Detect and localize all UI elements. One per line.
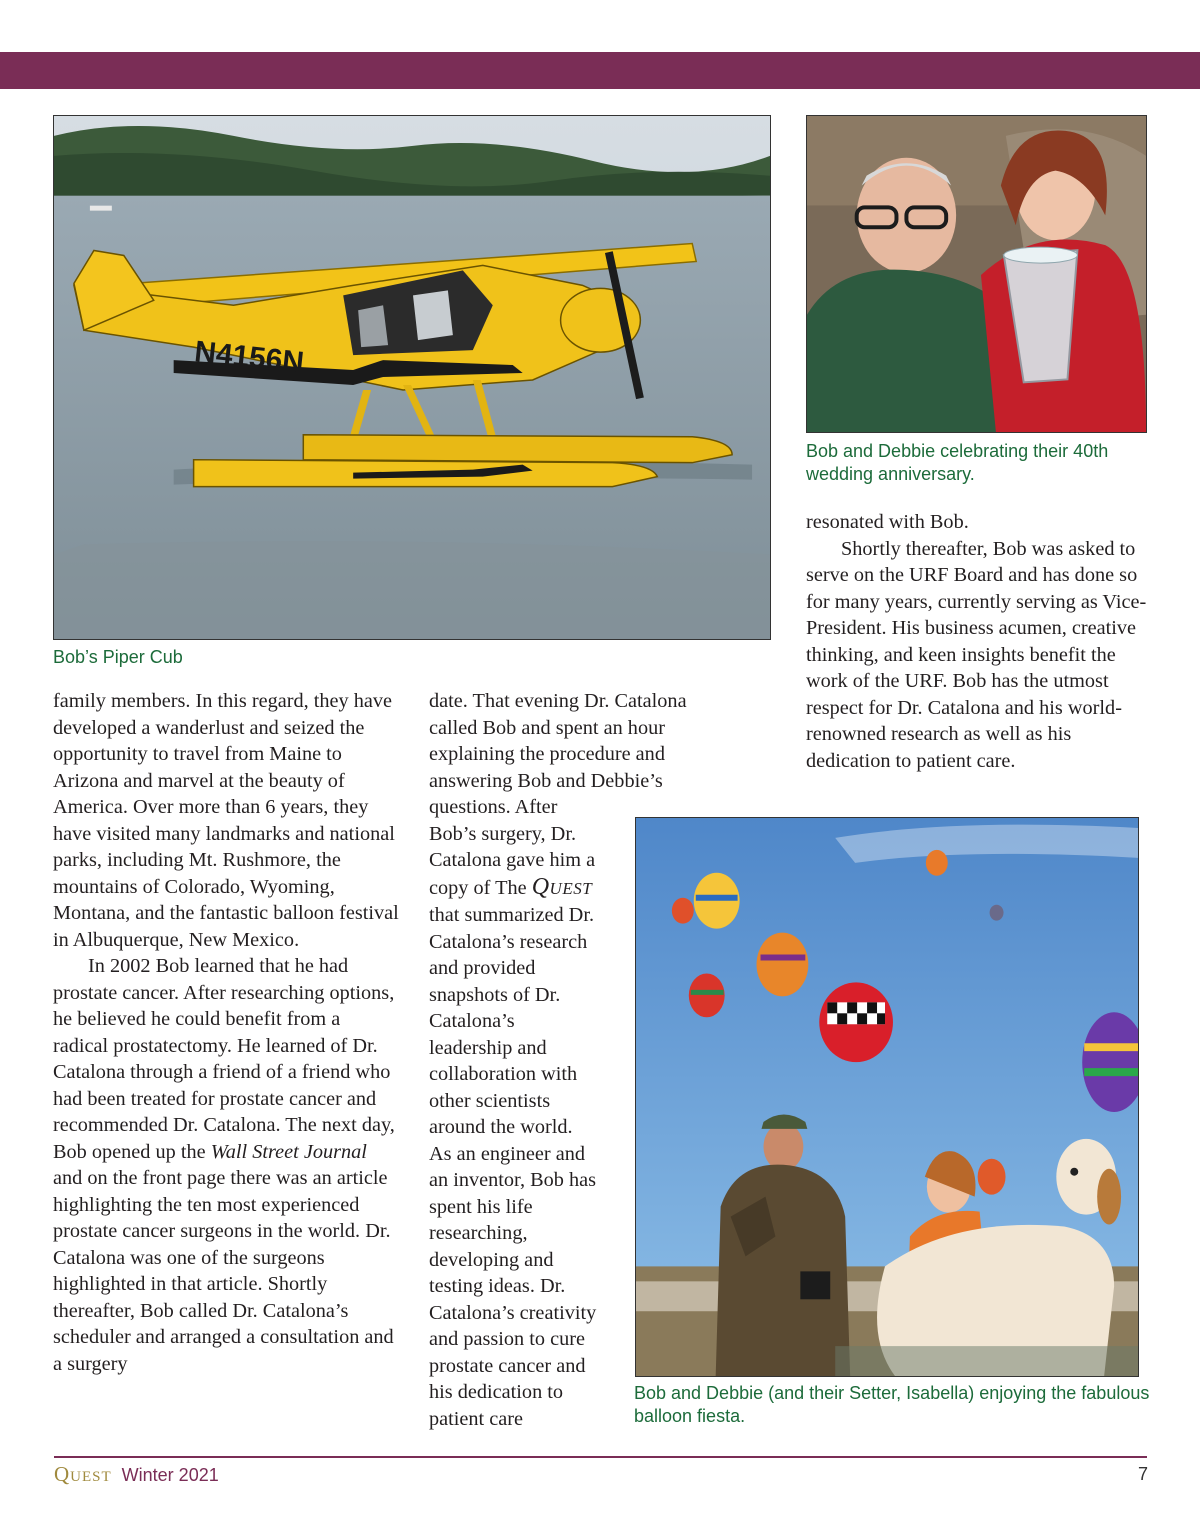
article-column-1 <box>53 688 399 1377</box>
article-column-2 <box>429 688 729 1432</box>
col2-line: and provided <box>429 957 536 979</box>
footer-rule <box>54 1456 1147 1458</box>
col2-line: leadership and <box>429 1036 547 1059</box>
col2-line: answering Bob and Debbie’s <box>429 769 663 792</box>
col3-paragraph-2: Shortly thereafter, Bob was asked to serve on the URF Board and has done so for many years, currently serving as Vice-President. His business acumen, creative thinking, and keen insights benefit the work of the URF. Bob has the utmost respect for Dr. Catalona and his world-renowned research as well as his dedication to patient care. <box>806 537 1147 772</box>
anniversary-photo <box>806 115 1147 433</box>
header-band <box>0 52 1200 89</box>
tail-number: N4156N <box>192 335 306 380</box>
col1-p2-text-a: In 2002 Bob learned that he had prostate cancer. After researching options, he believed he could benefit from a radical prostatectomy. He learned of Dr. Catalona through a friend of a friend who had been treated for prostate cancer and recommended Dr. Catalona. The next day, Bob opened up the <box>53 955 395 1163</box>
col2-line: and passion to cure <box>429 1328 586 1350</box>
wall-street-journal-title: Wall Street Journal <box>210 1140 367 1163</box>
col2-line: around the world. <box>429 1116 573 1138</box>
col2-line: date. That evening Dr. Catalona <box>429 690 687 712</box>
col2-line: his dedication to <box>429 1381 564 1403</box>
col2-line: developing and <box>429 1248 554 1271</box>
issue-date: Winter 2021 <box>121 1465 219 1485</box>
col2-line: As an engineer and <box>429 1142 585 1165</box>
col2-line: Catalona’s research <box>429 930 588 953</box>
col1-paragraph-1: family members. In this regard, they have developed a wanderlust and seized the opportunity to travel from Maine to Arizona and marvel at the beauty of America. Over more than 6 years, they have visited many landmarks and national parks, including Mt. Rushmore, the mountains of Colorado, Wyoming, Montana, and the fantastic balloon festival in Albuquerque, New Mexico. <box>53 690 399 951</box>
col2-line: Catalona’s creativity <box>429 1301 597 1324</box>
piper-cub-photo <box>53 115 771 640</box>
quest-magazine-name: QUEST <box>531 873 593 900</box>
col2-line: testing ideas. Dr. <box>429 1275 566 1297</box>
balloon-fiesta-caption: Bob and Debbie (and their Setter, Isabella) enjoying the fabulous balloon fiesta. <box>634 1383 1150 1426</box>
col2-line: prostate cancer and <box>429 1354 586 1377</box>
quest-logo: QUEST <box>54 1462 112 1486</box>
footer <box>54 1462 219 1489</box>
col2-line: patient care <box>429 1407 524 1430</box>
col2-line: Catalona’s <box>429 1010 515 1032</box>
col2-line: an inventor, Bob has <box>429 1169 597 1191</box>
piper-cub-caption: Bob’s Piper Cub <box>53 647 183 667</box>
col2-line: questions. After <box>429 796 558 818</box>
col2-line: collaboration with <box>429 1063 578 1085</box>
col2-line-quest <box>429 874 729 903</box>
col2-line: explaining the procedure and <box>429 743 665 765</box>
col2-line: snapshots of Dr. <box>429 983 561 1006</box>
col2-quest-prefix: copy of The <box>429 876 532 899</box>
col2-line: that summarized Dr. <box>429 904 595 926</box>
anniversary-caption: Bob and Debbie celebrating their 40th wedding anniversary. <box>806 441 1109 484</box>
col2-line: researching, <box>429 1222 528 1244</box>
col2-line: other scientists <box>429 1089 551 1112</box>
col2-line: called Bob and spent an hour <box>429 716 665 739</box>
col2-line: Catalona gave him a <box>429 849 596 871</box>
col1-paragraph-2 <box>53 953 399 1377</box>
page-number: 7 <box>1137 1464 1148 1484</box>
col2-line: spent his life <box>429 1195 533 1218</box>
col3-paragraph-1: resonated with Bob. <box>806 511 969 533</box>
col1-p2-text-b: and on the front page there was an article highlighting the ten most experienced prostate cancer surgeons in the world. Dr. Catalona was one of the surgeons highlighted in that article. Shortly thereafter, Bob called Dr. Catalona’s scheduler and arranged a consultation and a surgery <box>53 1167 394 1375</box>
col2-line: Bob’s surgery, Dr. <box>429 822 577 845</box>
article-column-3 <box>806 509 1148 774</box>
